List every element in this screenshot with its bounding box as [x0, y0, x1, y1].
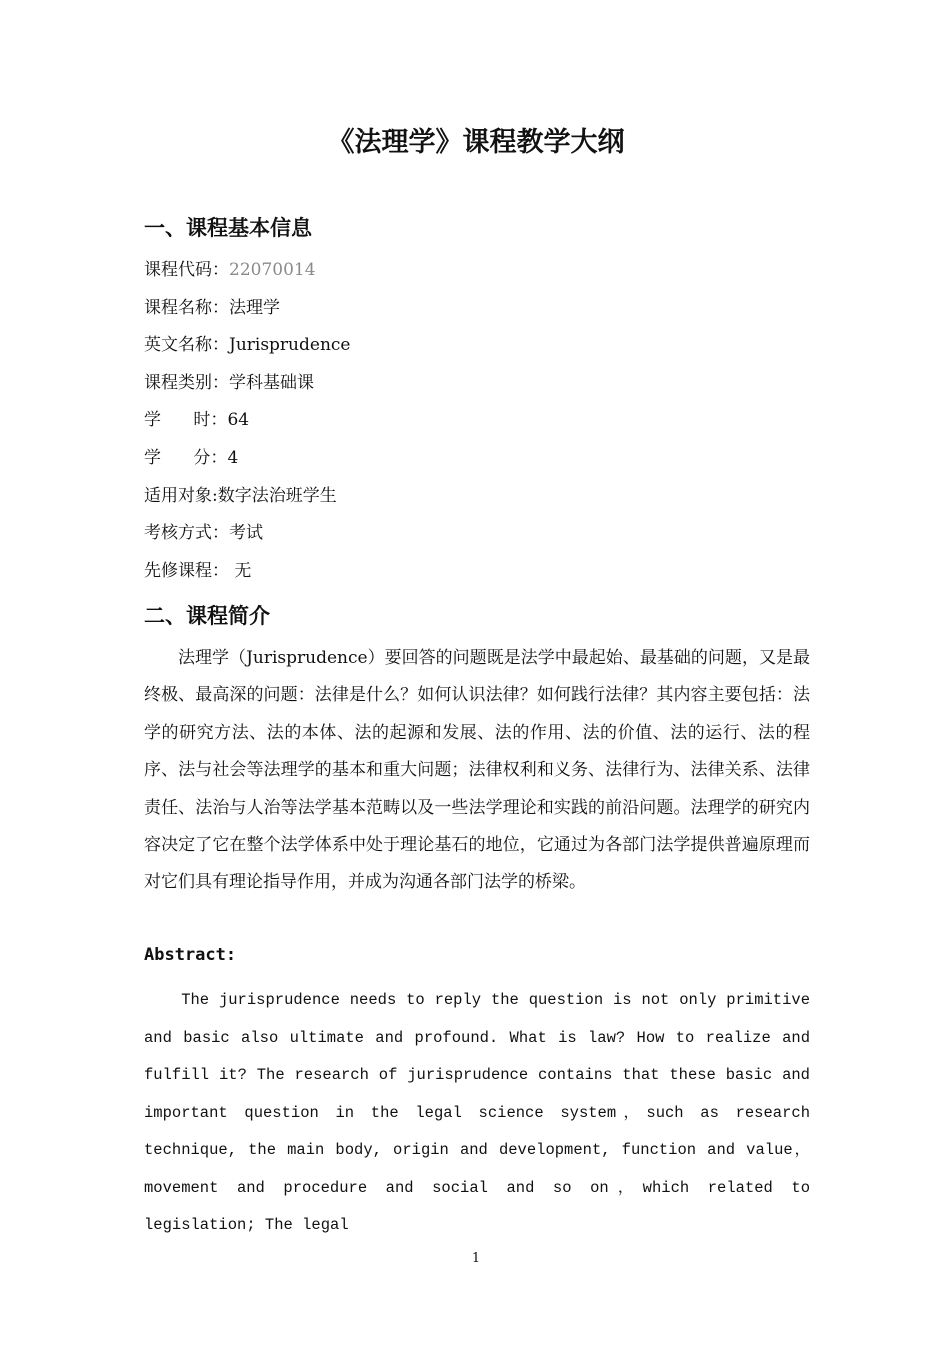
info-label: 适用对象:: [144, 485, 218, 506]
info-label: 英文名称：: [144, 335, 229, 356]
info-row-prerequisites: [144, 559, 350, 597]
info-row-assessment: [144, 521, 350, 559]
document-title: 《法理学》课程教学大纲: [327, 127, 625, 158]
info-label: 先修课程：: [144, 560, 229, 581]
course-info-list: [144, 258, 350, 596]
info-row-hours: [144, 408, 350, 446]
section-heading-course-intro: 二、课程简介: [144, 604, 270, 628]
info-value: 考试: [229, 523, 263, 544]
info-row-audience: [144, 484, 350, 522]
info-label: 考核方式：: [144, 523, 229, 544]
info-value: Jurisprudence: [229, 335, 351, 356]
info-label: 学 分：: [144, 447, 228, 468]
abstract-label: Abstract:: [144, 945, 237, 965]
info-row-course-category: [144, 371, 350, 409]
info-row-english-name: [144, 333, 350, 371]
course-intro-paragraph: 法理学（Jurisprudence）要回答的问题既是法学中最起始、最基础的问题，又是最终极、最高深的问题：法律是什么？如何认识法律？如何践行法律？其内容主要包括：法学的研究方法、法的本体、法的起源和发展、法的作用、法的价值、法的运行、法的程序、法与社会等法理学的基本和重大问题；法律权利和义务、法律行为、法律关系、法律责任、法治与人治等法学基本范畴以及一些法学理论和实践的前沿问题。法理学的研究内容决定了它在整个法学体系中处于理论基石的地位，它通过为各部门法学提供普遍原理而对它们具有理论指导作用，并成为沟通各部门法学的桥梁。: [144, 648, 810, 893]
section-heading-basic-info: 一、课程基本信息: [144, 216, 312, 240]
info-value: 数字法治班学生: [217, 485, 337, 506]
info-value: 64: [227, 410, 250, 431]
info-value: 学科基础课: [229, 372, 314, 393]
info-label: 课程类别：: [144, 372, 229, 393]
info-value: 法理学: [229, 297, 280, 318]
info-label: 课程代码：: [144, 260, 229, 280]
info-value: 无: [229, 560, 252, 581]
info-value: 22070014: [229, 260, 316, 280]
info-row-credits: [144, 446, 350, 484]
info-label: 学 时：: [144, 410, 228, 431]
info-row-course-code: [144, 258, 350, 296]
page-number: 1: [471, 1251, 481, 1266]
info-value: 4: [227, 447, 239, 468]
info-row-course-name: [144, 296, 350, 334]
abstract-paragraph: The jurisprudence needs to reply the question is not only primitive and basic also ultimate and profound. What is law? How to realize and fulfill it? The research of jurisprudence contains that these basic and important question in the legal science system，such as research technique, the main body, origin and development, function and value，movement and procedure and social and so on，which related to legislation; The legal: [144, 991, 810, 1234]
info-label: 课程名称：: [144, 297, 229, 318]
